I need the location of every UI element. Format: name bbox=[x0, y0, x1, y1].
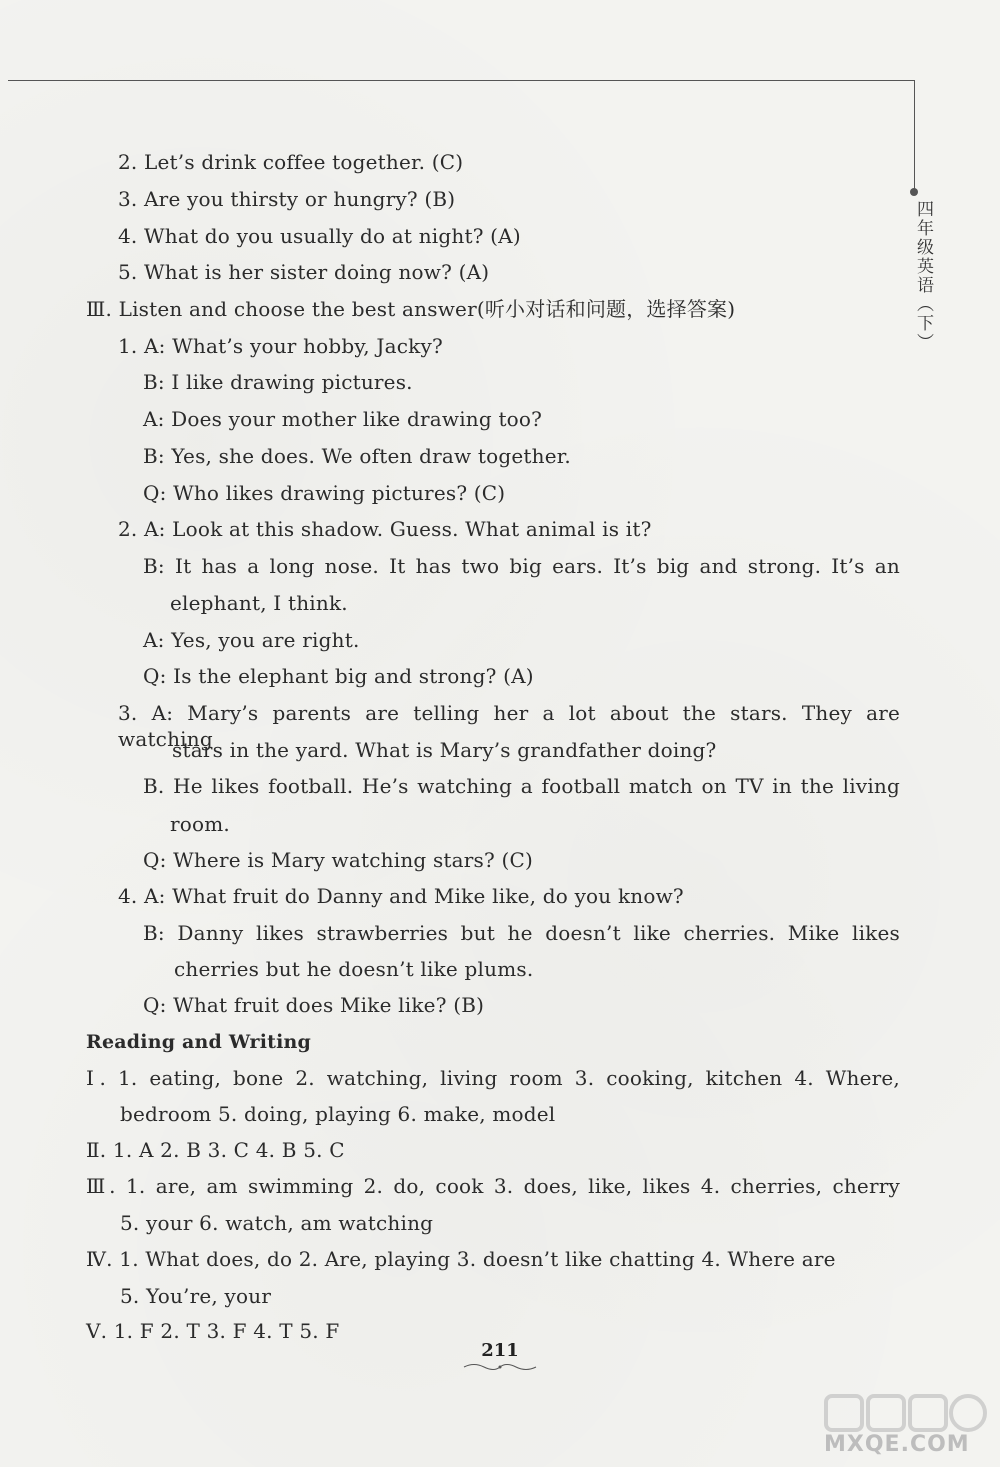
rw-part-4-cont: 5. You’re, your bbox=[120, 1284, 272, 1308]
answer-line-4: 4. What do you usually do at night? (A) bbox=[118, 224, 521, 248]
rw-part-3-cont: 5. your 6. watch, am watching bbox=[120, 1211, 434, 1235]
rw-part-1: Ⅰ. 1. eating, bone 2. watching, living room 3. cooking, kitchen 4. Where, bbox=[86, 1066, 900, 1090]
dialogue-1-b1: B: I like drawing pictures. bbox=[143, 370, 413, 394]
dialogue-4-b1: B: Danny likes strawberries but he doesn’t like cherries. Mike likes bbox=[143, 921, 900, 945]
rw-part-2: Ⅱ. 1. A 2. B 3. C 4. B 5. C bbox=[86, 1138, 345, 1162]
page-ornament-icon bbox=[462, 1362, 538, 1372]
dialogue-2-a1: 2. A: Look at this shadow. Guess. What animal is it? bbox=[118, 517, 652, 541]
answer-line-5: 5. What is her sister doing now? (A) bbox=[118, 260, 490, 284]
watermark-text: MXQE.COM bbox=[824, 1432, 970, 1457]
dialogue-2-a2: A: Yes, you are right. bbox=[143, 628, 360, 652]
side-dot bbox=[910, 188, 918, 196]
header-rule bbox=[8, 80, 914, 81]
side-rule bbox=[914, 80, 915, 190]
dialogue-3-a1-cont: stars in the yard. What is Mary’s grandfather doing? bbox=[172, 738, 717, 762]
rw-part-4: Ⅳ. 1. What does, do 2. Are, playing 3. doesn’t like chatting 4. Where are bbox=[86, 1247, 836, 1271]
answer-line-3: 3. Are you thirsty or hungry? (B) bbox=[118, 187, 456, 211]
rw-part-5: Ⅴ. 1. F 2. T 3. F 4. T 5. F bbox=[86, 1319, 340, 1343]
section-heading-listen: Ⅲ. Listen and choose the best answer(听小对话和问题，选择答案) bbox=[86, 297, 736, 321]
dialogue-4-a1: 4. A: What fruit do Danny and Mike like, do you know? bbox=[118, 884, 684, 908]
dialogue-3-b1-cont: room. bbox=[170, 812, 230, 836]
dialogue-1-question: Q: Who likes drawing pictures? (C) bbox=[143, 481, 506, 505]
dialogue-1-b2: B: Yes, she does. We often draw together. bbox=[143, 444, 571, 468]
answer-line-2: 2. Let’s drink coffee together. (C) bbox=[118, 150, 464, 174]
rw-part-3: Ⅲ. 1. are, am swimming 2. do, cook 3. does, like, likes 4. cherries, cherry bbox=[86, 1174, 900, 1198]
dialogue-4-b1-cont: cherries but he doesn’t like plums. bbox=[174, 957, 534, 981]
dialogue-4-question: Q: What fruit does Mike like? (B) bbox=[143, 993, 485, 1017]
dialogue-3-a1: 3. A: Mary’s parents are telling her a lot about the stars. They are watching bbox=[118, 701, 900, 751]
dialogue-1-a1: 1. A: What’s your hobby, Jacky? bbox=[118, 334, 443, 358]
dialogue-2-b1-cont: elephant, I think. bbox=[170, 591, 348, 615]
dialogue-2-b1: B: It has a long nose. It has two big ears. It’s big and strong. It’s an bbox=[143, 554, 900, 578]
side-title: 四年级英语（下） bbox=[913, 200, 933, 352]
page-number: 211 bbox=[481, 1340, 519, 1361]
rw-part-1-cont: bedroom 5. doing, playing 6. make, model bbox=[120, 1102, 556, 1126]
dialogue-2-question: Q: Is the elephant big and strong? (A) bbox=[143, 664, 534, 688]
dialogue-1-a2: A: Does your mother like drawing too? bbox=[143, 407, 543, 431]
section-heading-reading-writing: Reading and Writing bbox=[86, 1031, 312, 1053]
dialogue-3-b1: B. He likes football. He’s watching a football match on TV in the living bbox=[143, 774, 900, 798]
dialogue-3-question: Q: Where is Mary watching stars? (C) bbox=[143, 848, 533, 872]
